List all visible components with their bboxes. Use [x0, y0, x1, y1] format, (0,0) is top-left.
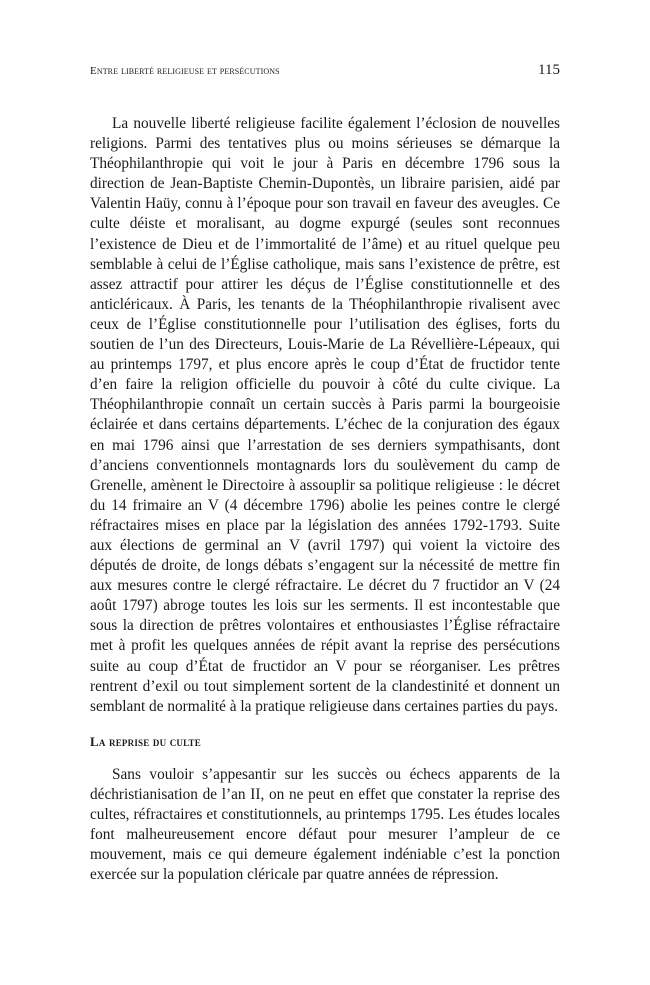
body-paragraph: La nouvelle liberté religieuse facilite également l’éclosion de nouvelles religions. Parmi des tentatives plus ou moins sérieuses se démarque la Théophilanthropie qui voit le jour à Paris en décembre 1796 sous la direction de Jean-Baptiste Chemin-Dupontès, un libraire parisien, aidé par Valentin Haüy, connu à l’époque pour son travail en faveur des aveugles. Ce culte déiste et moralisant, au dogme expurgé (seules sont reconnues l’existence de Dieu et de l’immortalité de l’âme) et au rituel quelque peu semblable à celui de l’Église catholique, mais sans l’existence de prêtre, est assez attractif pour attirer les déçus de l’Église constitutionnelle et des anticléricaux. À Paris, les tenants de la Théophilanthropie rivalisent avec ceux de l’Église constitutionnelle pour l’utilisation des églises, forts du soutien de l’un des Directeurs, Louis-Marie de La Révellière-Lépeaux, qui au printemps 1797, et plus encore après le coup d’État de fructidor tente d’en faire la religion officielle du pouvoir à côté du culte civique. La Théophilanthropie connaît un certain succès à Paris parmi la bourgeoisie éclairée et dans certains départements. L’échec de la conjuration des égaux en mai 1796 ainsi que l’arrestation de ses derniers sympathisants, dont d’anciens conventionnels montagnards lors du soulèvement du camp de Grenelle, amènent le Directoire à assouplir sa politique religieuse : le décret du 14 frimaire an V (4 décembre 1796) abolie les peines contre le clergé réfractaires mises en place par la législation des années 1792-1793. Suite aux élections de germinal an V (avril 1797) qui voient la victoire des députés de droite, de longs débats s’engagent sur la nécessité de mettre fin aux mesures contre le clergé réfractaire. Le décret du 7 fructidor an V (24 août 1797) abroge toutes les lois sur les serments. Il est incontestable que sous la direction de prêtres volontaires et enthousiastes l’Église réfractaire met à profit les quelques années de répit avant la reprise des persécutions suite au coup d’État de fructidor an V pour se réorganiser. Les prêtres rentrent d’exil ou tout simplement sortent de la clandestinité et donnent un semblant de normalité à la pratique religieuse dans certaines parties du pays.: [90, 115, 560, 715]
section-heading: La reprise du culte: [90, 734, 201, 749]
body-paragraph: Sans vouloir s’appesantir sur les succès ou échecs apparents de la déchristianisation de l’an II, on ne peut en effet que constater la reprise des cultes, réfractaires et constitutionnels, au printemps 1795. Les études locales font malheureusement encore défaut pour mesurer l’ampleur de ce mouvement, mais ce qui demeure également indéniable c’est la ponction exercée sur la population cléricale par quatre années de répression.: [90, 766, 560, 884]
page-number: 115: [538, 62, 560, 78]
book-page: [90, 0, 560, 985]
running-title: Entre liberté religieuse et persécutions: [90, 65, 280, 77]
running-header: [90, 62, 560, 82]
